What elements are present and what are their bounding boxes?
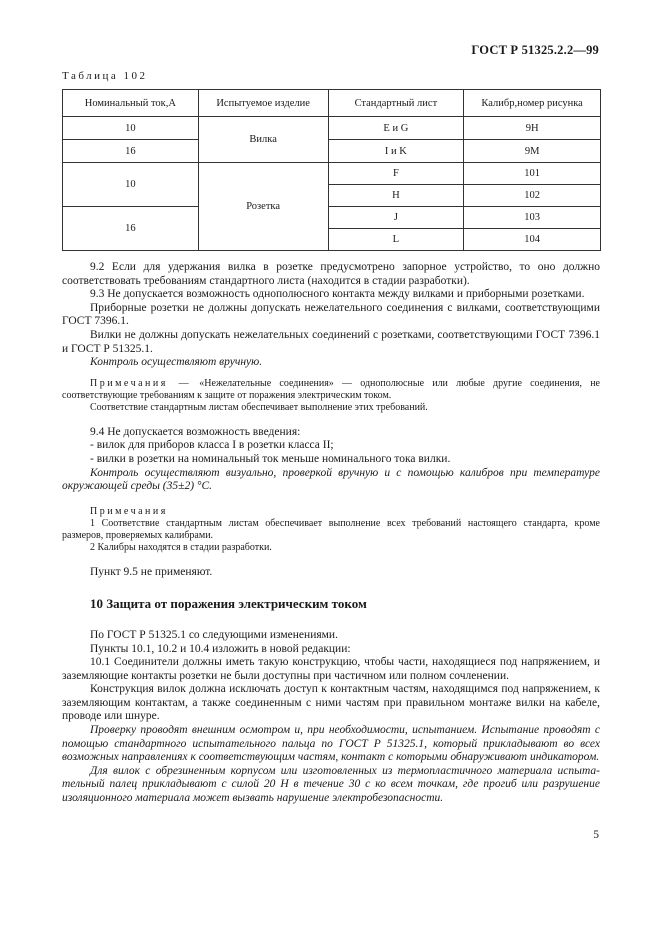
sheet-cell: H xyxy=(328,185,464,207)
document-header: ГОСТ Р 51325.2.2—99 xyxy=(471,43,599,57)
paragraph: Вилки не должны допускать нежелательных соединений с розетками, соответствующими ГОСТ 7396.1 и ГОСТ Р 51325.1. xyxy=(62,328,600,355)
paragraph: Для вилок с обрезиненным корпусом или изготовленных из термопластичного материала испытательный палец прикладывают с силой 20 Н в течение 30 с ко всем точкам, где прогиб или разрушение изоляционного материала может вызвать нарушение электробезопасности. xyxy=(62,764,600,805)
paragraph: 9.3 Не допускается возможность однополюсного контакта между вилками и приборными розетками. xyxy=(90,288,585,301)
paragraph: 10.1 Соединители должны иметь такую конструкцию, чтобы части, находящиеся под напряжением, и заземляющие контакты розетки не были доступны при частичном или полном сочленении. xyxy=(62,656,600,682)
current-cell: 10 xyxy=(63,163,199,207)
sheet-cell: I и K xyxy=(328,140,464,163)
sheet-cell: F xyxy=(328,163,464,185)
gauge-cell: 9H xyxy=(464,117,601,140)
list-item: - вилки в розетки на номинальный ток меньше номинального тока вилки. xyxy=(90,452,451,465)
column-header: Калибр,номер рисунка xyxy=(464,90,601,117)
paragraph: Конструкция вилок должна исключать доступ к контактным частям, находящимся под напряжением, к заземляющим контактам, а также соединенным с ними частям при правильном монтаже вилки на кабеле, проводе или шнуре. xyxy=(62,683,600,723)
column-header: Стандартный лист xyxy=(328,90,464,117)
page-number: 5 xyxy=(593,829,599,841)
sheet-cell: J xyxy=(328,207,464,229)
paragraph: По ГОСТ Р 51325.1 со следующими изменениями. xyxy=(90,628,338,641)
note-text: «Нежелательные соединения» — однополюсные или любые другие соединения, не соответствующие требованиям к защите от поражения электрическим током. xyxy=(62,377,600,401)
table-row xyxy=(63,117,601,140)
control-note: Контроль осуществляют визуально, проверкой вручную и с помощью калибров при температуре окружающей среды (35±2) °С. xyxy=(62,466,600,493)
note-line: Соответствие стандартным листам обеспечивает выполнение этих требований. xyxy=(90,401,428,413)
paragraph: Приборные розетки не должны допускать нежелательного соединения с вилками, соответствующими ГОСТ 7396.1. xyxy=(62,301,600,328)
note-label: Примечания — xyxy=(90,377,192,389)
table-row xyxy=(63,163,601,185)
sheet-cell: L xyxy=(328,229,464,251)
note-label: Примечания xyxy=(90,505,168,517)
note-block xyxy=(62,378,600,402)
current-cell: 16 xyxy=(63,140,199,163)
current-cell: 16 xyxy=(63,207,199,251)
paragraph: 9.4 Не допускается возможность введения: xyxy=(90,425,301,438)
column-header: Испытуемое изделие xyxy=(198,90,328,117)
gauge-cell: 104 xyxy=(464,229,601,251)
paragraph: Пункты 10.1, 10.2 и 10.4 изложить в новой редакции: xyxy=(90,642,351,655)
section-title: 10 Защита от поражения электрическим током xyxy=(90,596,367,612)
control-note: Контроль осуществляют вручную. xyxy=(90,356,263,369)
table-header-row xyxy=(63,90,601,117)
product-cell: Вилка xyxy=(198,117,328,163)
paragraph: Проверку проводят внешним осмотром и, при необходимости, испытанием. Испытание проводят с помощью стандартного испытательного пальца по ГОСТ Р 51325.1, который прикладывают во всех возможных направлениях к соответствующим частям, контакт с которыми обнаруживают индикатором. xyxy=(62,724,600,764)
list-item: - вилок для приборов класса I в розетки класса II; xyxy=(90,439,334,452)
note-line: 1 Соответствие стандартным листам обеспечивает выполнение всех требований настоящего стандарта, кроме размеров, проверяемых калибрами. xyxy=(62,517,600,541)
body-text xyxy=(62,261,600,806)
product-cell: Розетка xyxy=(198,163,328,251)
gauge-cell: 102 xyxy=(464,185,601,207)
table-row xyxy=(63,140,601,163)
paragraph: 9.2 Если для удержания вилка в розетке предусмотрено запорное устройство, то оно должно соответствовать требованиям стандартного листа (находится в стадии разработки). xyxy=(62,261,600,287)
note-line: 2 Калибры находятся в стадии разработки. xyxy=(90,541,272,553)
column-header: Номинальный ток,А xyxy=(63,90,199,117)
paragraph: Пункт 9.5 не применяют. xyxy=(90,565,213,578)
gauge-cell: 9M xyxy=(464,140,601,163)
standards-table xyxy=(62,89,601,251)
gauge-cell: 103 xyxy=(464,207,601,229)
current-cell: 10 xyxy=(63,117,199,140)
sheet-cell: E и G xyxy=(328,117,464,140)
gauge-cell: 101 xyxy=(464,163,601,185)
table-row xyxy=(63,207,601,229)
table-caption: Таблица 102 xyxy=(62,70,148,82)
